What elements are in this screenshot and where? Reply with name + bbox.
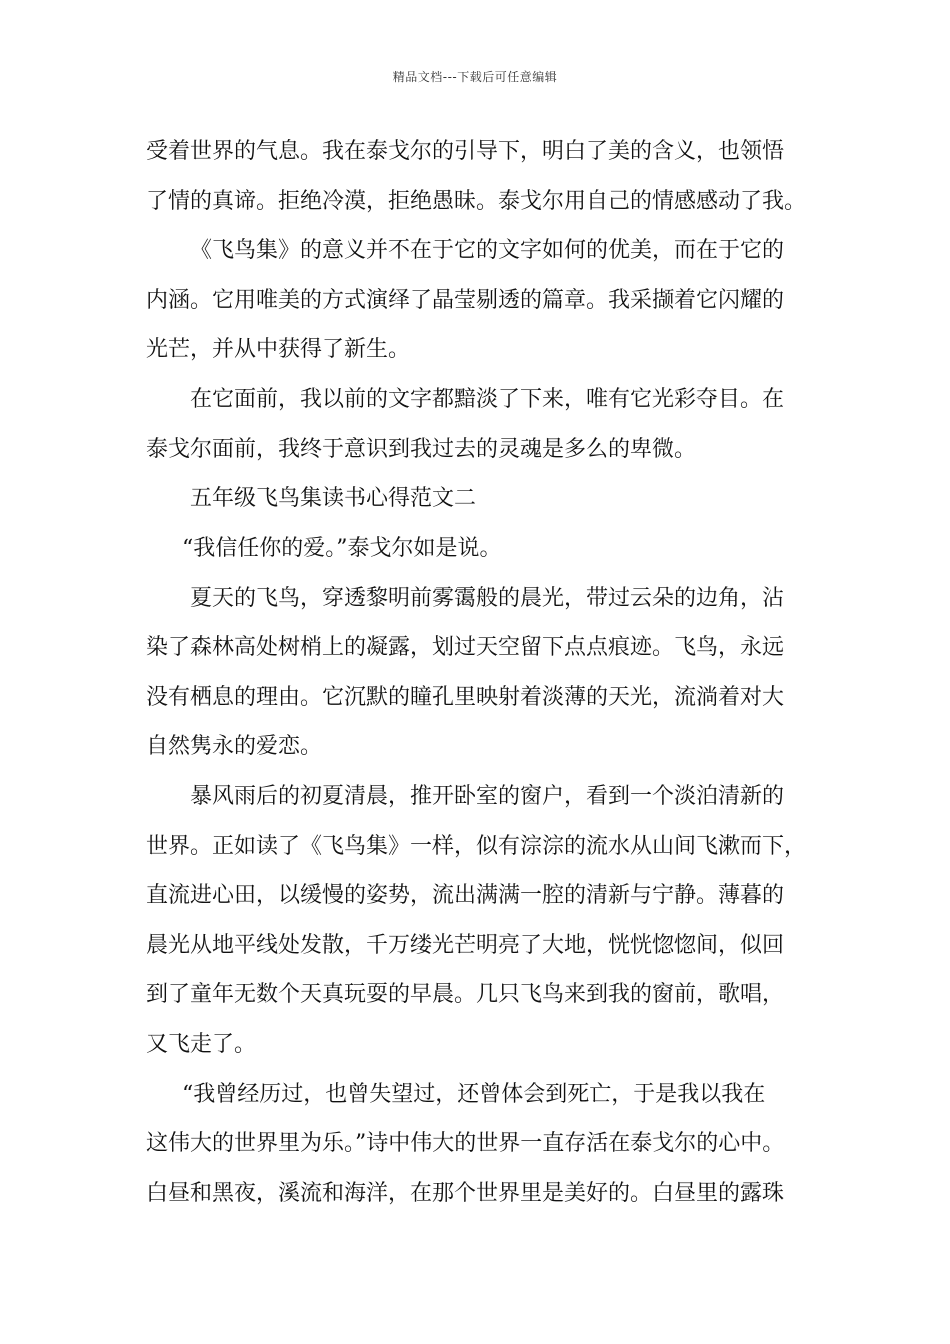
text-line: “我信任你的爱。”泰戈尔如是说。 [182, 536, 502, 561]
page-header: 精品文档---下载后可任意编辑 [392, 70, 558, 84]
text-line: 泰戈尔面前，我终于意识到我过去的灵魂是多么的卑微。 [146, 437, 697, 462]
text-line: 又飞走了。 [146, 1032, 257, 1057]
text-line: 白昼和黑夜，溪流和海洋，在那个世界里是美好的。白昼里的露珠 [146, 1181, 785, 1206]
text-line: 到了童年无数个天真玩耍的早晨。几只飞鸟来到我的窗前，歌唱， [146, 982, 785, 1007]
text-line: 世界。正如读了《飞鸟集》一样，似有淙淙的流水从山间飞漱而下， [146, 834, 807, 859]
text-line: 暴风雨后的初夏清晨，推开卧室的窗户，看到一个淡泊清新的 [190, 784, 785, 809]
text-line: 夏天的飞鸟，穿透黎明前雾霭般的晨光，带过云朵的边角，沾 [190, 586, 785, 611]
text-line: 染了森林高处树梢上的凝露，划过天空留下点点痕迹。飞鸟，永远 [146, 635, 785, 660]
text-line: 在它面前，我以前的文字都黯淡了下来，唯有它光彩夺目。在 [190, 387, 785, 412]
text-line: 受着世界的气息。我在泰戈尔的引导下，明白了美的含义，也领悟 [146, 139, 785, 164]
text-line: 直流进心田，以缓慢的姿势，流出满满一腔的清新与宁静。薄暮的 [146, 883, 785, 908]
section-heading: 五年级飞鸟集读书心得范文二 [190, 486, 477, 511]
text-line: 内涵。它用唯美的方式演绎了晶莹剔透的篇章。我采撷着它闪耀的 [146, 288, 785, 313]
text-line: “我曾经历过，也曾失望过，还曾体会到死亡，于是我以我在 [182, 1082, 766, 1107]
text-line: 自然隽永的爱恋。 [146, 734, 323, 759]
text-line: 《飞鸟集》的意义并不在于它的文字如何的优美，而在于它的 [190, 238, 785, 263]
text-line: 了情的真谛。拒绝冷漠，拒绝愚昧。泰戈尔用自己的情感感动了我。 [146, 189, 807, 214]
text-line: 晨光从地平线处发散，千万缕光芒明亮了大地，恍恍惚惚间，似回 [146, 933, 785, 958]
text-line: 这伟大的世界里为乐。”诗中伟大的世界一直存活在泰戈尔的心中。 [146, 1131, 785, 1156]
text-line: 没有栖息的理由。它沉默的瞳孔里映射着淡薄的天光，流淌着对大 [146, 685, 785, 710]
text-line: 光芒，并从中获得了新生。 [146, 337, 411, 362]
